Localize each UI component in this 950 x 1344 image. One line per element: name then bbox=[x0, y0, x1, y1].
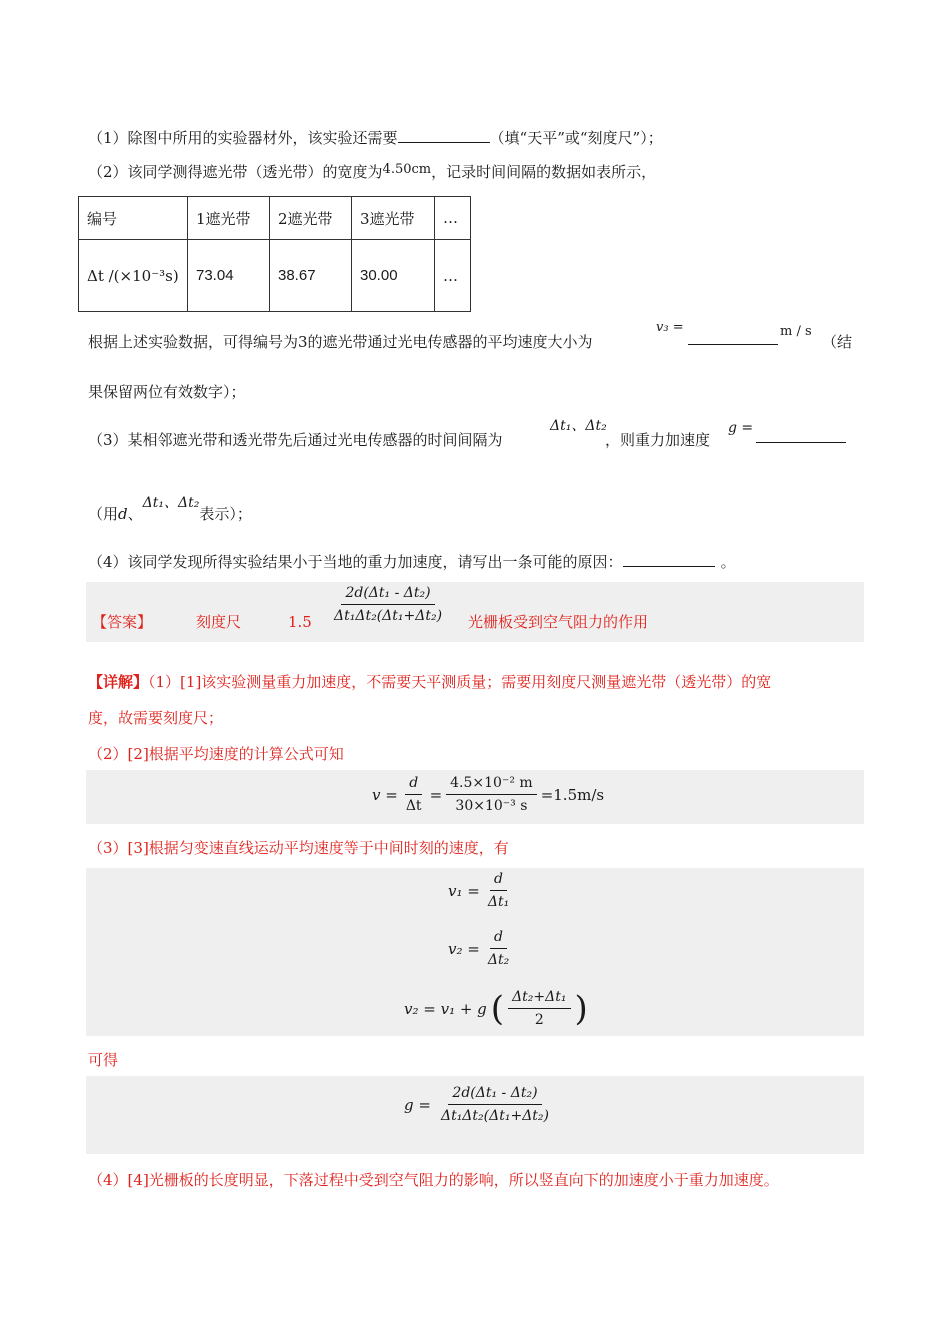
eq3c-num: Δt₂+Δt₁ bbox=[508, 988, 570, 1009]
detail-kede bbox=[88, 1050, 118, 1070]
eq2-lhs: v = bbox=[372, 785, 398, 804]
detail-kede-text: 可得 bbox=[88, 1051, 119, 1069]
answer-3-denominator: Δt₁Δt₂(Δt₁+Δt₂) bbox=[334, 608, 443, 624]
detail-p1a bbox=[88, 672, 771, 692]
answer-3-fraction bbox=[330, 584, 446, 625]
question-3-text2-span: ，则重力加速度 bbox=[605, 431, 711, 449]
eq3b-lhs: v₂ = bbox=[448, 939, 480, 958]
velocity-v3 bbox=[656, 318, 684, 338]
eq3b-num: d bbox=[490, 928, 507, 949]
detail-p2 bbox=[88, 744, 344, 764]
answer-1 bbox=[196, 612, 241, 632]
table-header-cell: 编号 bbox=[79, 197, 188, 240]
question-2b-line1 bbox=[88, 332, 593, 352]
eq4-fraction bbox=[437, 1084, 553, 1125]
eq3a-den: Δt₁ bbox=[487, 894, 510, 910]
eq3b-den: Δt₂ bbox=[487, 952, 510, 968]
eq3a-num: d bbox=[490, 870, 507, 891]
table-cell: 38.67 bbox=[270, 240, 352, 312]
table-row-label: Δt /(×10⁻³s) bbox=[79, 240, 188, 312]
detail-p2-text: （2）[2]根据平均速度的计算公式可知 bbox=[88, 745, 344, 763]
eq4-den: Δt₁Δt₂(Δt₁+Δt₂) bbox=[440, 1108, 550, 1124]
eq3b-fraction bbox=[484, 928, 513, 969]
g-symbol bbox=[728, 418, 753, 438]
detail-label: 【详解】 bbox=[88, 673, 149, 691]
question-3-line2 bbox=[88, 495, 252, 525]
dt-symbols-text: Δt₁、Δt₂ bbox=[550, 418, 607, 434]
dt-symbols bbox=[550, 416, 607, 436]
answer-label bbox=[92, 612, 152, 632]
detail-p1b bbox=[88, 708, 223, 728]
question-1-prefix: （1）除图中所用的实验器材外，该实验还需要 bbox=[88, 129, 398, 147]
dt-symbols-2: Δt₁、Δt₂ bbox=[142, 495, 200, 511]
question-2-prefix: （2）该同学测得遮光带（透光带）的宽度为 bbox=[88, 163, 383, 181]
eq2-fraction-2 bbox=[446, 774, 537, 815]
equation-velocity bbox=[372, 774, 604, 815]
eq2-f2-num: 4.5×10⁻² m bbox=[446, 774, 537, 795]
equation-g bbox=[404, 1084, 553, 1125]
answer-3-numerator: 2d(Δt₁ - Δt₂) bbox=[341, 584, 434, 605]
eq3a-fraction bbox=[484, 870, 513, 911]
table-header-cell: 2遮光带 bbox=[270, 197, 352, 240]
eq3c-paren-close: ) bbox=[574, 988, 588, 1029]
eq2-fraction-1 bbox=[402, 774, 426, 815]
g-symbol-text: g = bbox=[728, 420, 754, 436]
table-cell: 30.00 bbox=[352, 240, 435, 312]
detail-p4 bbox=[88, 1170, 779, 1190]
answer-2 bbox=[288, 612, 312, 632]
table-header-cell: … bbox=[435, 197, 471, 240]
eq2-f1-num: d bbox=[405, 774, 422, 795]
question-3-text2 bbox=[605, 430, 710, 450]
answer-label-text: 【答案】 bbox=[92, 613, 153, 631]
answer-blank-4 bbox=[623, 552, 715, 567]
answer-blank-1 bbox=[398, 128, 490, 143]
band-width-value: 4.50cm bbox=[382, 162, 432, 177]
eq3c-paren-open: ( bbox=[490, 988, 505, 1029]
question-2 bbox=[88, 162, 656, 184]
unit-text: m / s bbox=[780, 324, 812, 339]
eq3c-den: 2 bbox=[534, 1012, 544, 1028]
answer-blank-3 bbox=[756, 428, 846, 443]
question-4-end: 。 bbox=[720, 553, 736, 571]
answer-1-text: 刻度尺 bbox=[196, 613, 242, 631]
answer-4-text: 光栅板受到空气阻力的作用 bbox=[468, 613, 649, 631]
table-header-cell: 1遮光带 bbox=[188, 197, 270, 240]
q3-line2-suffix: 表示）； bbox=[199, 505, 252, 523]
equation-v2 bbox=[448, 928, 513, 969]
question-2b-line2 bbox=[88, 382, 246, 402]
answer-4 bbox=[468, 612, 648, 632]
q3-line2-prefix: （用 bbox=[88, 505, 119, 523]
question-1 bbox=[88, 128, 663, 148]
eq2-result: =1.5m/s bbox=[540, 785, 605, 804]
detail-p1b-text: 度，故需要刻度尺； bbox=[88, 709, 224, 727]
question-2b-text2: 果保留两位有效数字）； bbox=[88, 383, 246, 401]
d-symbol: d bbox=[118, 505, 128, 523]
equation-v2-kinematic bbox=[404, 988, 588, 1029]
answer-2-text: 1.5 bbox=[288, 613, 312, 631]
table-cell: … bbox=[435, 240, 471, 312]
detail-p4-text: （4）[4]光栅板的长度明显，下落过程中受到空气阻力的影响，所以竖直向下的加速度小于重力加速度。 bbox=[88, 1171, 779, 1189]
table-header-cell: 3遮光带 bbox=[352, 197, 435, 240]
eq3c-lhs: v₂ = v₁ + g bbox=[404, 999, 487, 1018]
question-3-text1: （3）某相邻遮光带和透光带先后通过光电传感器的时间间隔为 bbox=[88, 431, 503, 449]
q3-line2-mid: 、 bbox=[127, 505, 143, 523]
question-3-line1 bbox=[88, 430, 503, 450]
question-2-suffix: ，记录时间间隔的数据如表所示， bbox=[431, 163, 657, 181]
eq3a-lhs: v₁ = bbox=[448, 881, 480, 900]
eq4-lhs: g = bbox=[404, 1095, 431, 1114]
question-4 bbox=[88, 552, 736, 572]
v3-symbol: v₃ = bbox=[656, 320, 684, 335]
detail-p1a-text: （1）[1]该实验测量重力加速度，不需要天平测质量；需要用刻度尺测量遮光带（透光带）的宽 bbox=[148, 673, 772, 691]
equation-v1 bbox=[448, 870, 513, 911]
eq2-f2-den: 30×10⁻³ s bbox=[455, 798, 528, 814]
detail-p3-text: （3）[3]根据匀变速直线运动平均速度等于中间时刻的速度，有 bbox=[88, 839, 509, 857]
table-cell: 73.04 bbox=[188, 240, 270, 312]
eq2-f1-den: Δt bbox=[405, 798, 422, 814]
paren-open-text: （结 bbox=[822, 333, 853, 351]
eq3c-fraction bbox=[508, 988, 570, 1029]
question-2b-text: 根据上述实验数据，可得编号为3的遮光带通过光电传感器的平均速度大小为 bbox=[88, 333, 593, 351]
answer-blank-2 bbox=[688, 330, 778, 345]
data-table bbox=[78, 196, 471, 312]
answer-3-formula bbox=[330, 584, 446, 625]
question-4-text: （4）该同学发现所得实验结果小于当地的重力加速度，请写出一条可能的原因： bbox=[88, 553, 623, 571]
velocity-unit bbox=[780, 322, 812, 342]
eq4-num: 2d(Δt₁ - Δt₂) bbox=[448, 1084, 541, 1105]
question-1-suffix: （填“天平”或“刻度尺”）； bbox=[489, 129, 663, 147]
paren-open bbox=[822, 332, 852, 352]
detail-p3 bbox=[88, 838, 509, 858]
eq2-equals: = bbox=[429, 785, 443, 804]
